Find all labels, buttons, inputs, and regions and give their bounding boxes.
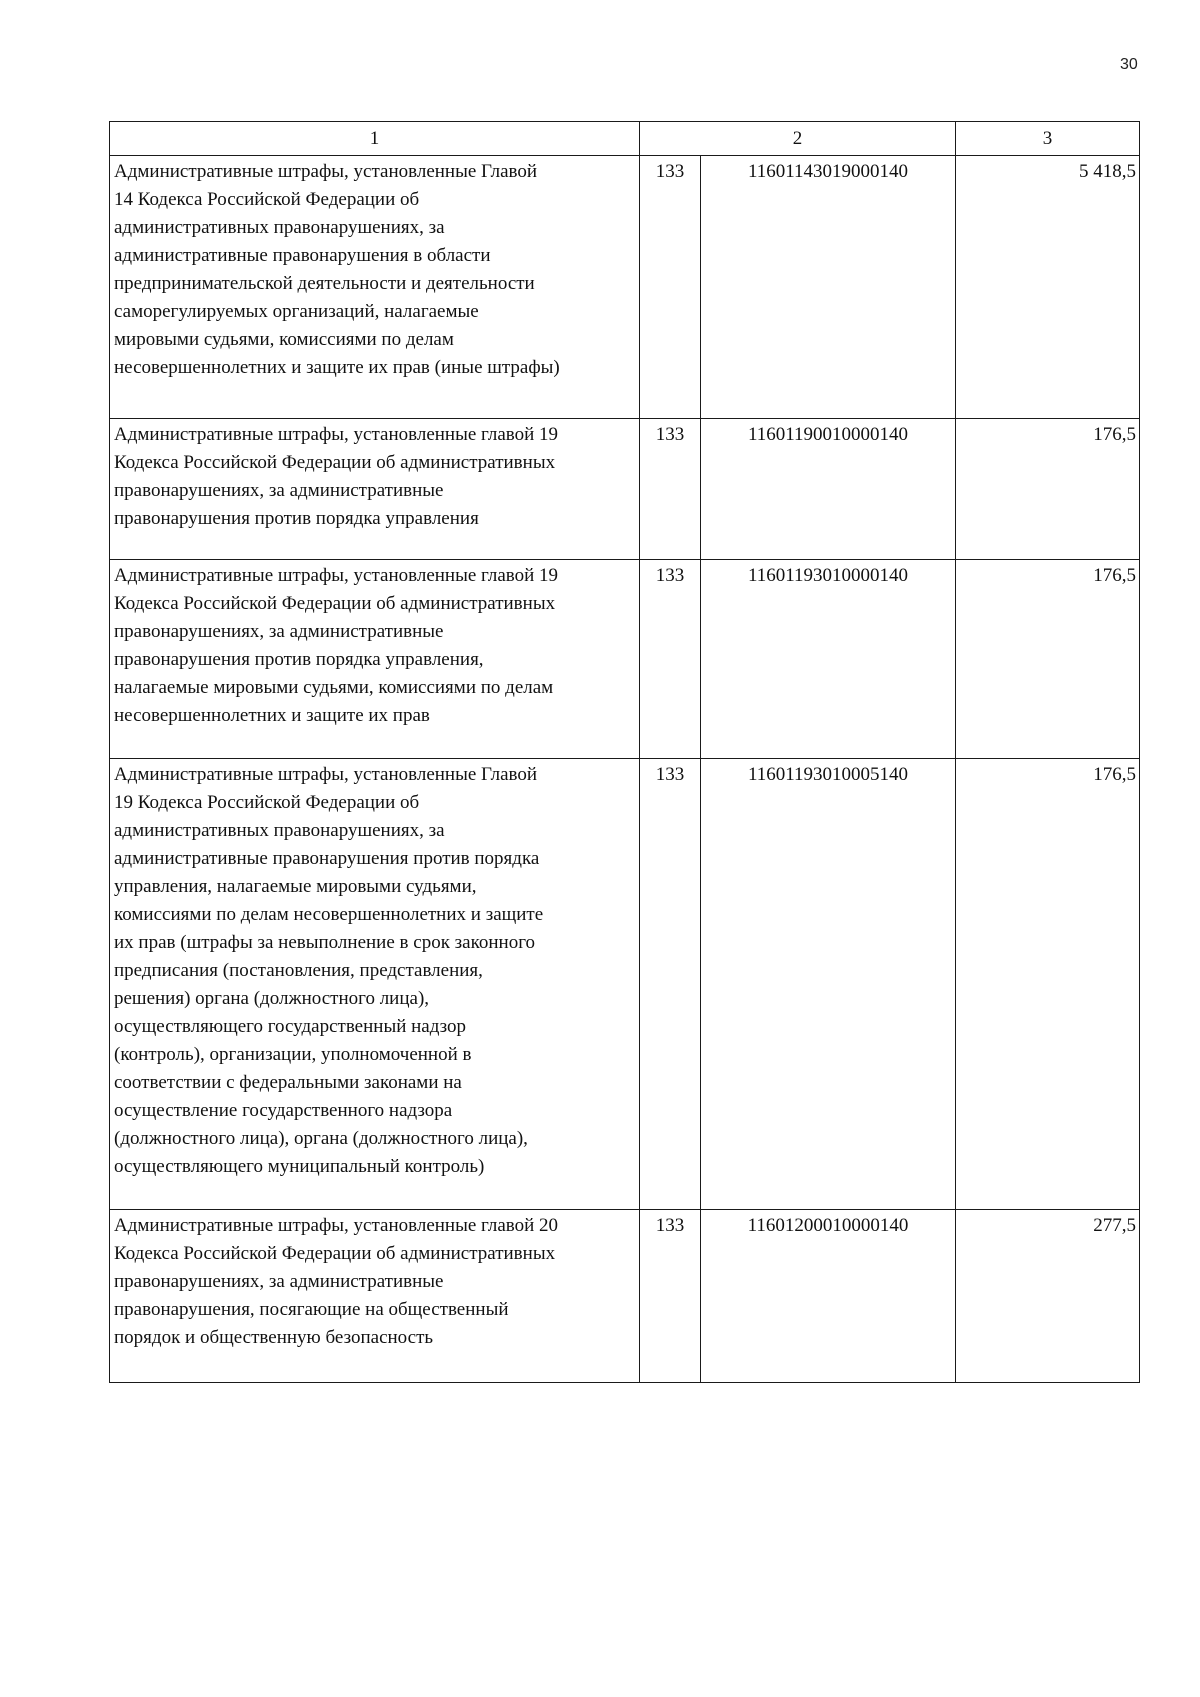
name-line: правонарушения, посягающие на общественный	[114, 1299, 509, 1320]
header-cell-1: 1	[110, 122, 640, 156]
table-row	[110, 759, 1140, 1210]
row-name-cell	[110, 1210, 640, 1383]
income-code-cell: 11601190010000140	[701, 419, 956, 560]
table-row	[110, 156, 1140, 419]
name-line: налагаемые мировыми судьями, комиссиями по делам	[114, 677, 554, 698]
name-line: Административные штрафы, установленные Главой	[114, 161, 538, 182]
name-line: комиссиями по делам несовершеннолетних и защите	[114, 904, 544, 925]
name-line: предпринимательской деятельности и деятельности	[114, 273, 535, 294]
name-line: мировыми судьями, комиссиями по делам	[114, 329, 454, 350]
row-name-cell	[110, 759, 640, 1210]
name-line: 19 Кодекса Российской Федерации об	[114, 792, 420, 813]
row-name-cell	[110, 419, 640, 560]
name-line: правонарушениях, за административные	[114, 621, 444, 642]
amount-cell: 5 418,5	[956, 156, 1140, 419]
name-line: Административные штрафы, установленные главой 20	[114, 1215, 559, 1236]
name-line: несовершеннолетних и защите их прав (иные штрафы)	[114, 357, 560, 378]
name-line: саморегулируемых организаций, налагаемые	[114, 301, 479, 322]
amount-cell: 176,5	[956, 419, 1140, 560]
name-line: правонарушениях, за административные	[114, 1271, 444, 1292]
row-name-cell	[110, 156, 640, 419]
name-line: предписания (постановления, представления,	[114, 960, 483, 981]
row-name-cell	[110, 560, 640, 759]
income-code-cell: 11601193010000140	[701, 560, 956, 759]
name-line: административные правонарушения против порядка	[114, 848, 540, 869]
amount-cell: 277,5	[956, 1210, 1140, 1383]
table-row	[110, 560, 1140, 759]
name-line: Кодекса Российской Федерации об административных	[114, 1243, 556, 1264]
name-line: Административные штрафы, установленные главой 19	[114, 424, 559, 445]
header-cell-3: 3	[956, 122, 1140, 156]
page-number: 30	[1120, 56, 1138, 73]
income-code-cell: 11601193010005140	[701, 759, 956, 1210]
name-line: административных правонарушениях, за	[114, 820, 445, 841]
name-line: Кодекса Российской Федерации об административных	[114, 593, 556, 614]
admin-code-cell: 133	[640, 759, 701, 1210]
income-code-cell: 11601200010000140	[701, 1210, 956, 1383]
name-line: правонарушения против порядка управления,	[114, 649, 484, 670]
header-cell-2: 2	[640, 122, 956, 156]
revenue-table	[109, 121, 1140, 1383]
admin-code-cell: 133	[640, 1210, 701, 1383]
name-line: Административные штрафы, установленные главой 19	[114, 565, 559, 586]
income-code-cell: 11601143019000140	[701, 156, 956, 419]
name-line: осуществление государственного надзора	[114, 1100, 453, 1121]
admin-code-cell: 133	[640, 156, 701, 419]
name-line: (контроль), организации, уполномоченной в	[114, 1044, 472, 1065]
name-line: порядок и общественную безопасность	[114, 1327, 434, 1348]
table-row	[110, 419, 1140, 560]
name-line: правонарушения против порядка управления	[114, 508, 479, 529]
admin-code-cell: 133	[640, 419, 701, 560]
name-line: их прав (штрафы за невыполнение в срок законного	[114, 932, 536, 953]
name-line: осуществляющего муниципальный контроль)	[114, 1156, 485, 1177]
name-line: соответствии с федеральными законами на	[114, 1072, 462, 1093]
amount-cell: 176,5	[956, 560, 1140, 759]
name-line: административные правонарушения в области	[114, 245, 491, 266]
name-line: (должностного лица), органа (должностного лица),	[114, 1128, 528, 1149]
name-line: управления, налагаемые мировыми судьями,	[114, 876, 477, 897]
name-line: 14 Кодекса Российской Федерации об	[114, 189, 420, 210]
name-line: правонарушениях, за административные	[114, 480, 444, 501]
name-line: Административные штрафы, установленные Главой	[114, 764, 538, 785]
name-line: Кодекса Российской Федерации об административных	[114, 452, 556, 473]
name-line: осуществляющего государственный надзор	[114, 1016, 467, 1037]
table-row	[110, 1210, 1140, 1383]
name-line: административных правонарушениях, за	[114, 217, 445, 238]
table-header-row	[110, 122, 1140, 156]
name-line: несовершеннолетних и защите их прав	[114, 705, 430, 726]
admin-code-cell: 133	[640, 560, 701, 759]
name-line: решения) органа (должностного лица),	[114, 988, 430, 1009]
amount-cell: 176,5	[956, 759, 1140, 1210]
